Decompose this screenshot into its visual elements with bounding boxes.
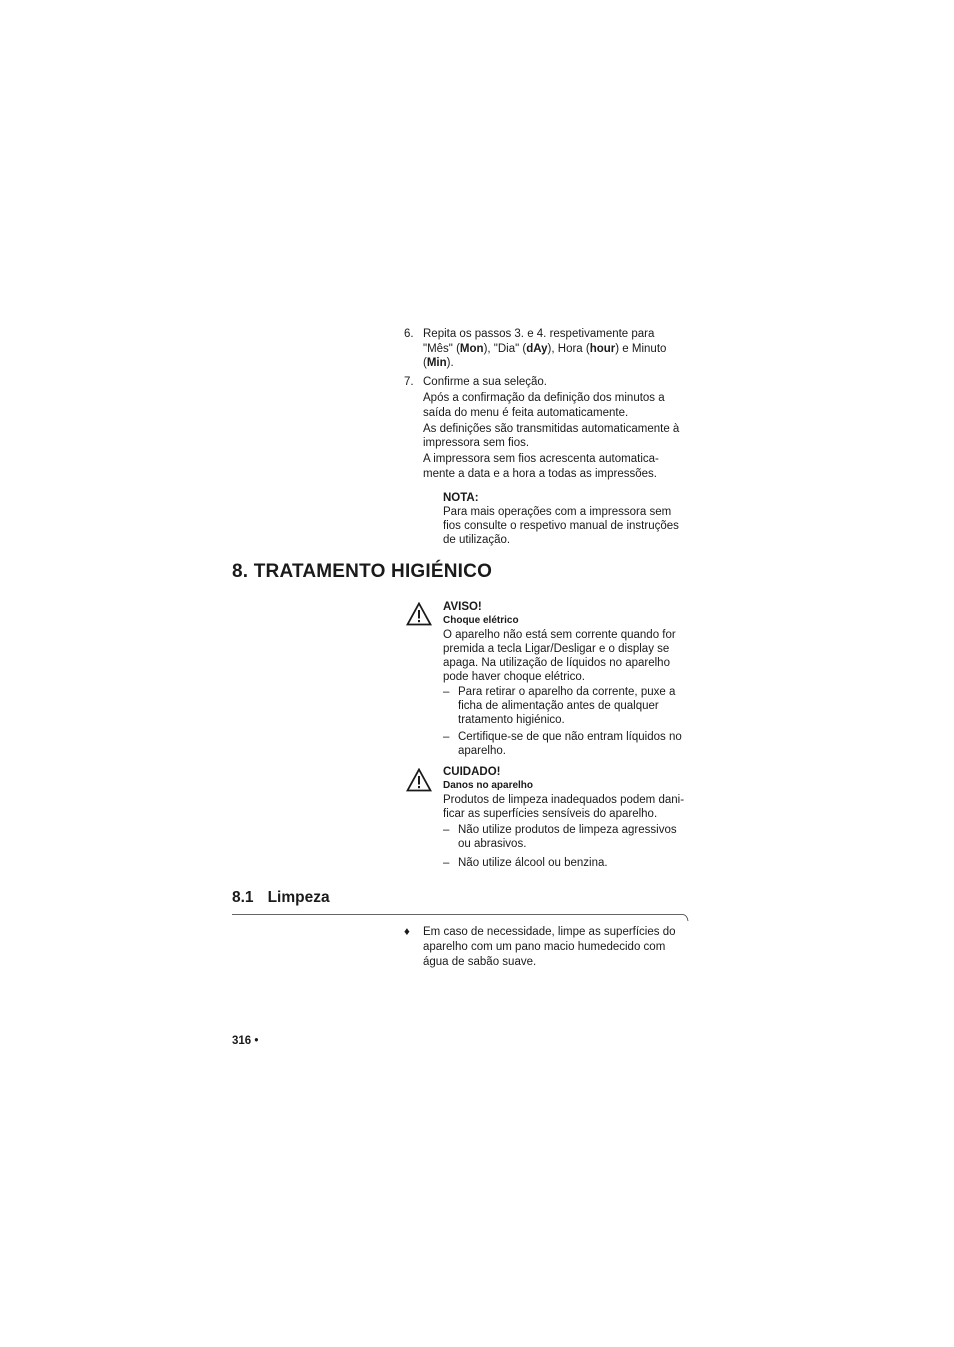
warning-block (443, 600, 698, 684)
note-label: NOTA: (443, 492, 479, 504)
warning-triangle-icon (406, 602, 432, 626)
caution-block (443, 765, 698, 821)
bullet-diamond-icon: ♦ (404, 926, 410, 938)
note-text: Para mais operações com a impressora sem fios consulte o respetivo manual de instruções de utilização. (443, 506, 679, 546)
section-8-1-heading (232, 889, 330, 907)
step-6-line-2: "Mês" (Mon), "Dia" (dAy), Hora (hour) e Minuto (423, 342, 667, 355)
step-7-para-1: Após a confirmação da definição dos minutos a saída do menu é feita automaticamente. (423, 392, 665, 419)
section-8-1-number: 8.1 (232, 889, 254, 906)
step-7-para-3: A impressora sem fios acrescenta automatica- mente a data e a hora a todas as impressões. (423, 453, 659, 480)
section-rule (232, 912, 690, 924)
step-6-line-1: Repita os passos 3. e 4. respetivamente para (423, 328, 655, 340)
warning-subtitle: Choque elétrico (443, 615, 519, 626)
caution-text: Produtos de limpeza inadequados podem dani- ficar as superfícies sensíveis do aparelho. (443, 794, 685, 820)
step-7-text (423, 375, 693, 481)
caution-label: CUIDADO! (443, 766, 501, 778)
step-6-line-3: (Min). (423, 357, 454, 369)
step-6-text (423, 327, 693, 371)
page-number: 316 • (232, 1035, 259, 1047)
warning-label: AVISO! (443, 601, 482, 613)
cleaning-text: Em caso de necessidade, limpe as superfícies do aparelho com um pano macio humedecido com água de sabão suave. (423, 926, 676, 968)
caution-triangle-icon (406, 768, 432, 792)
step-7-line-1: Confirme a sua seleção. (423, 376, 548, 388)
step-number-6: 6. (404, 328, 414, 340)
section-8-heading: 8. TRATAMENTO HIGIÉNICO (232, 561, 493, 582)
warning-text: O aparelho não está sem corrente quando for premida a tecla Ligar/Desligar e o display se apaga. Na utilização de líquidos no aparelho pode haver choque elétrico. (443, 629, 676, 683)
note-box (443, 491, 698, 547)
step-number-7: 7. (404, 376, 414, 388)
caution-subtitle: Danos no aparelho (443, 780, 534, 791)
section-8-1-title: Limpeza (267, 889, 330, 906)
step-7-para-2: As definições são transmitidas automaticamente à impressora sem fios. (423, 422, 680, 449)
